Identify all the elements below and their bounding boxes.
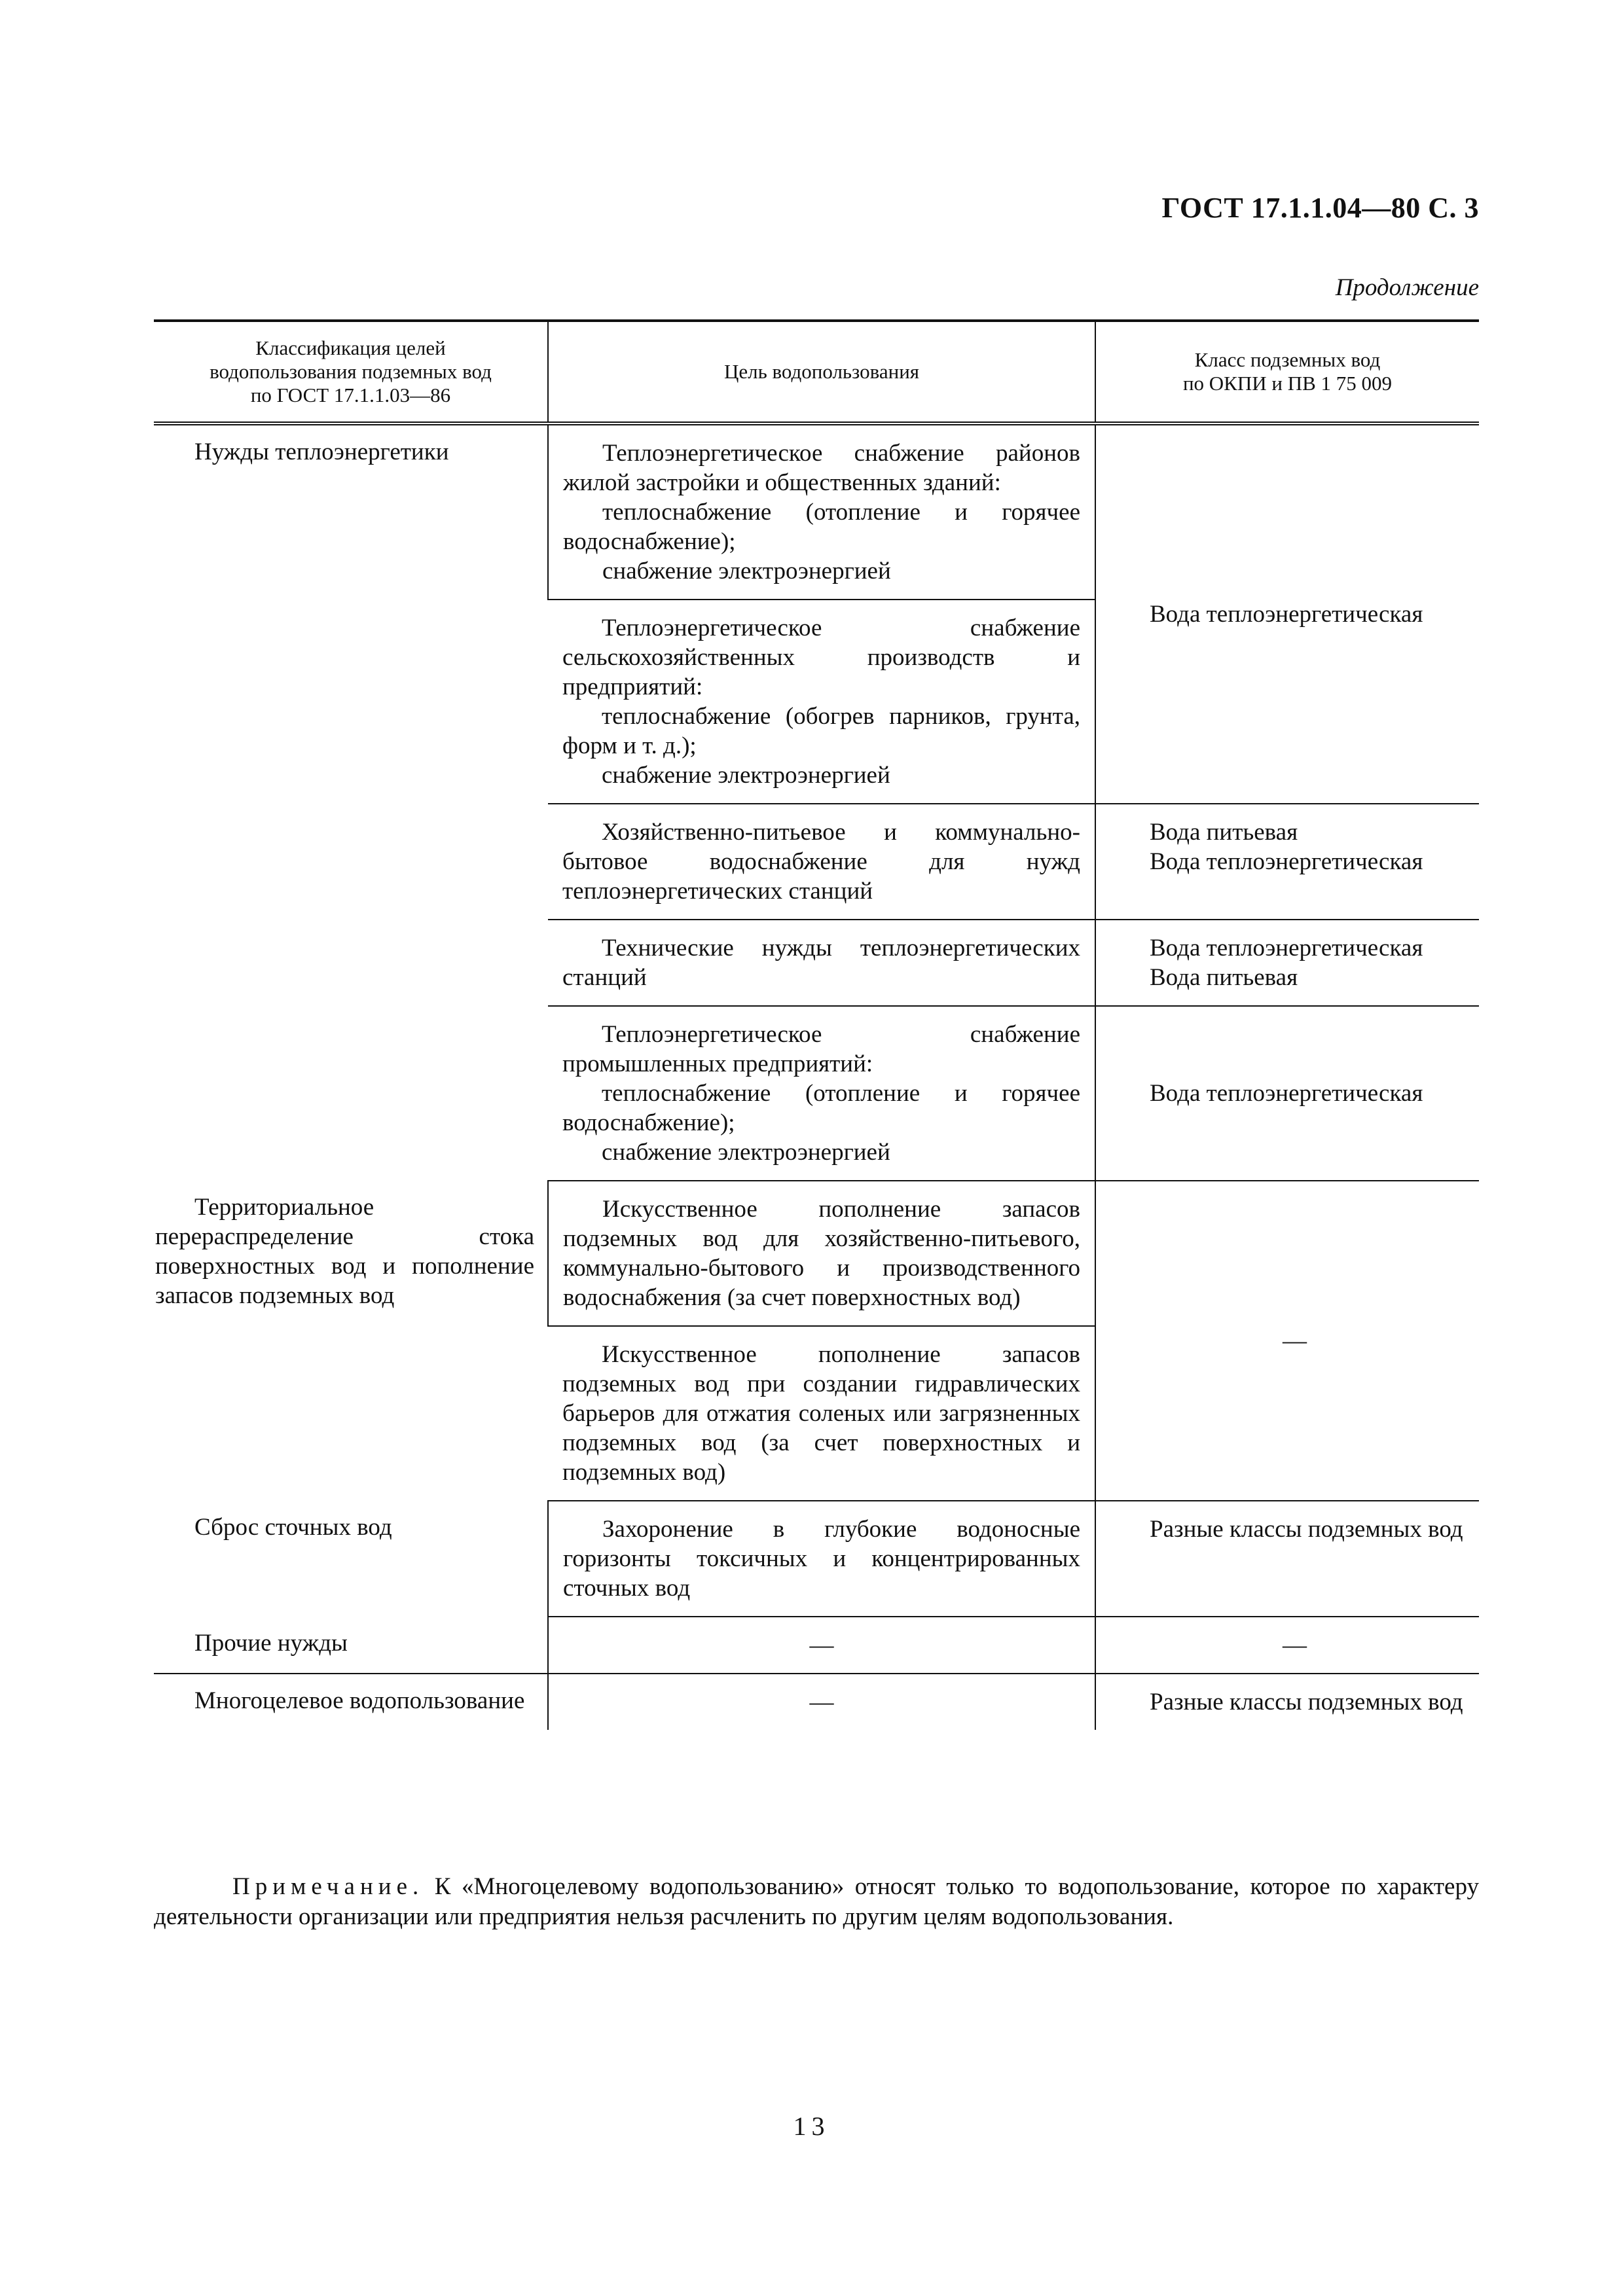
goal-cell: Искусственное пополнение запасов подземных вод при создании гидравлических барьеров для отжатия соленых или загрязненных подземных вод (за счет поверхностных и подземных вод) bbox=[548, 1326, 1095, 1501]
table-row bbox=[154, 423, 1479, 600]
classification-table bbox=[154, 319, 1479, 1730]
column-header-goal: Цель водопользования bbox=[548, 321, 1095, 423]
goal-cell: Искусственное пополнение запасов подземных вод для хозяйственно-питьевого, коммунально-бытового и производственного водоснабжения (за счет поверхностных вод) bbox=[548, 1181, 1095, 1326]
goal-cell: — bbox=[548, 1617, 1095, 1674]
table-header-row bbox=[154, 321, 1479, 423]
goal-cell: Хозяйственно-питьевое и коммунально-бытовое водоснабжение для нужд теплоэнергетических станций bbox=[548, 804, 1095, 920]
group-wastewater: Сброс сточных вод bbox=[194, 1514, 392, 1541]
note-label: Примечание. bbox=[232, 1873, 424, 1900]
group-other: Прочие нужды bbox=[154, 1617, 548, 1674]
class-cell: Разные классы подземных вод bbox=[1095, 1674, 1479, 1730]
document-reference: ГОСТ 17.1.1.04—80 С. 3 bbox=[1161, 192, 1479, 224]
goal-cell: — bbox=[548, 1674, 1095, 1730]
goal-cell: Теплоэнергетическое снабжение промышленных предприятий: теплоснабжение (отопление и горячее водоснабжение); снабжение электроэнергией bbox=[548, 1006, 1095, 1181]
class-cell: Вода теплоэнергетическая bbox=[1095, 423, 1479, 804]
goal-cell: Захоронение в глубокие водоносные горизонты токсичных и концентрированных сточных вод bbox=[548, 1501, 1095, 1617]
page-number: 13 bbox=[793, 2111, 830, 2141]
group-heat-power: Нужды теплоэнергетики bbox=[194, 439, 449, 465]
table-row bbox=[154, 1501, 1479, 1617]
continuation-label: Продолжение bbox=[1335, 274, 1479, 301]
class-cell: — bbox=[1095, 1617, 1479, 1674]
goal-cell: Теплоэнергетическое снабжение сельскохозяйственных производств и предприятий: теплоснабжение (обогрев парников, грунта, форм и т. д.); снабжение электроэнергией bbox=[548, 600, 1095, 804]
goal-cell: Теплоэнергетическое снабжение районов жилой застройки и общественных зданий: теплоснабжение (отопление и горячее водоснабжение); снабжение электроэнергией bbox=[548, 423, 1095, 600]
column-header-classification: Классификация целей водопользования подземных вод по ГОСТ 17.1.1.03—86 bbox=[154, 321, 548, 423]
class-cell: Разные классы подземных вод bbox=[1095, 1501, 1479, 1617]
note-text: К «Многоцелевому водопользованию» относят только то водопользование, которое по характеру деятельности организации или предприятия нельзя расчленить по другим целям водопользования. bbox=[154, 1873, 1479, 1930]
group-multipurpose: Многоцелевое водопользование bbox=[194, 1687, 525, 1714]
class-cell: Вода теплоэнергетическая bbox=[1095, 1006, 1479, 1181]
class-cell: — bbox=[1095, 1181, 1479, 1501]
table-row bbox=[154, 1181, 1479, 1326]
table-note bbox=[154, 1872, 1479, 1932]
group-redistribution: Территориальное перераспределение стока поверхностных вод и пополнение запасов подземных вод bbox=[155, 1194, 534, 1309]
table-row bbox=[154, 1617, 1479, 1674]
goal-cell: Технические нужды теплоэнергетических станций bbox=[548, 920, 1095, 1006]
class-cell: Вода питьевая Вода теплоэнергетическая bbox=[1095, 804, 1479, 920]
class-cell: Вода теплоэнергетическая Вода питьевая bbox=[1095, 920, 1479, 1006]
column-header-class: Класс подземных вод по ОКПИ и ПВ 1 75 009 bbox=[1095, 321, 1479, 423]
table-row bbox=[154, 1674, 1479, 1730]
